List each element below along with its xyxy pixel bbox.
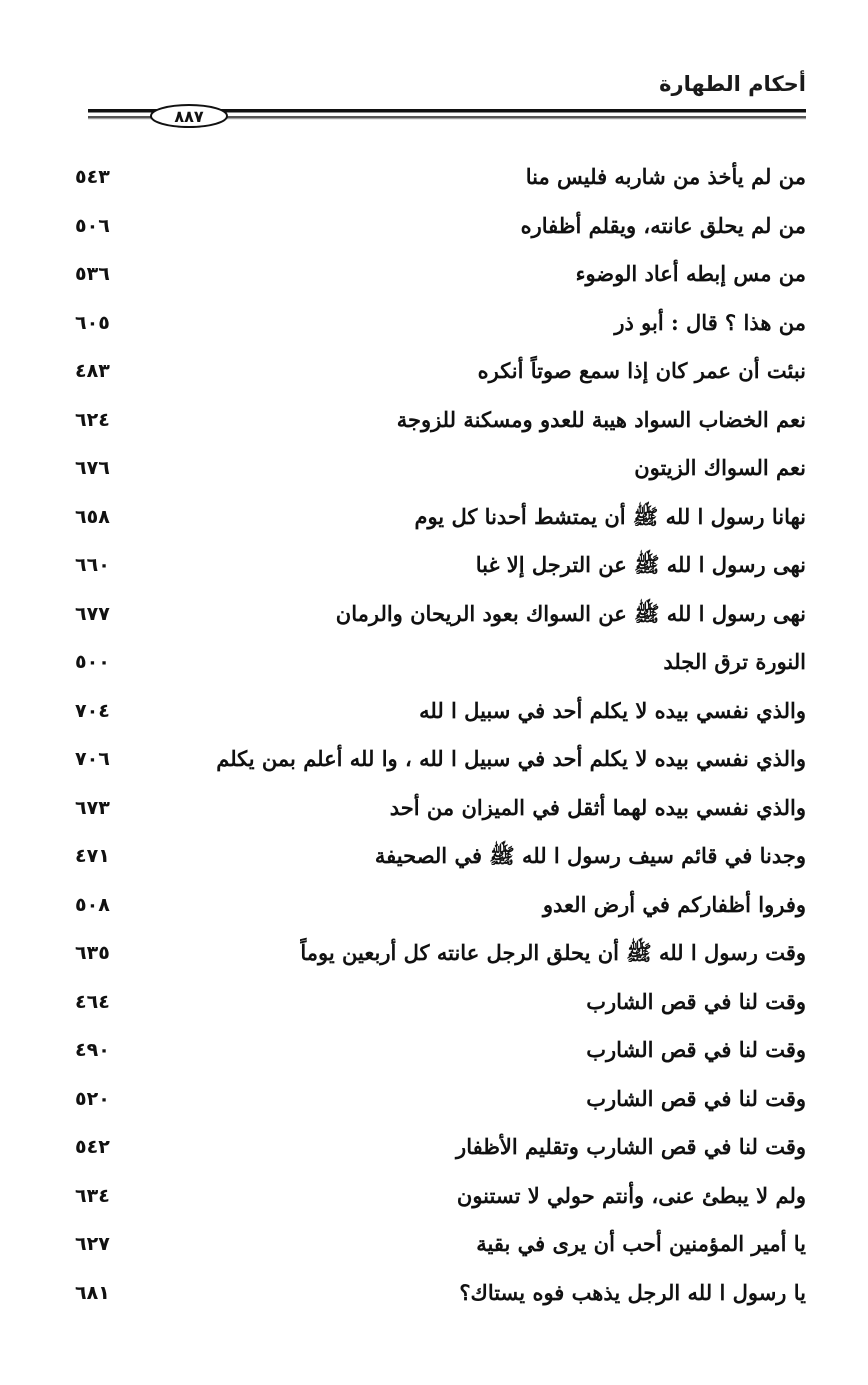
index-entry	[0, 930, 868, 979]
entry-page-number: ٧٠٤	[75, 699, 110, 722]
index-entry	[0, 1124, 868, 1173]
index-entry	[0, 300, 868, 349]
entry-page-number: ٤٦٤	[75, 990, 110, 1013]
entry-text: نبئت أن عمر كان إذا سمع صوتاً أنكره	[477, 358, 806, 383]
entry-page-number: ٦٨١	[75, 1281, 110, 1304]
entry-page-number: ٥٢٠	[75, 1087, 110, 1110]
entry-page-number: ٤٨٣	[75, 360, 110, 382]
entry-text: يا رسول ا لله الرجل يذهب فوه يستاك؟	[459, 1279, 806, 1305]
entry-text: والذي نفسي بيده لا يكلم أحد في سبيل ا لله	[419, 697, 806, 723]
entry-text: نهى رسول ا لله ﷺ عن الترجل إلا غبا	[475, 552, 806, 577]
index-entry	[0, 882, 868, 931]
entry-page-number: ٦٥٨	[75, 505, 110, 528]
index-entry	[0, 542, 868, 591]
entry-text: وقت لنا في قص الشارب	[586, 1085, 806, 1111]
running-header-title: أحكام الطهارة	[659, 72, 806, 96]
index-entry	[0, 494, 868, 543]
index-entry	[0, 1076, 868, 1125]
index-entry	[0, 979, 868, 1028]
entry-text: وفروا أظفاركم في أرض العدو	[542, 891, 806, 917]
entry-page-number: ٦٦٠	[75, 554, 110, 576]
index-entry	[0, 785, 868, 834]
entry-page-number: ٦٧٦	[75, 457, 110, 479]
index-entry	[0, 1270, 868, 1319]
page-number: ٨٨٧	[174, 107, 204, 126]
entry-page-number: ٦٣٥	[75, 942, 110, 964]
entry-page-number: ٥٤٢	[75, 1136, 110, 1158]
entry-page-number: ٦٢٧	[75, 1233, 110, 1255]
index-entry	[0, 154, 868, 203]
entry-text: والذي نفسي بيده لهما أثقل في الميزان من أحد	[389, 794, 806, 820]
entry-page-number: ٦٢٤	[75, 408, 110, 431]
entry-text: يا أمير المؤمنين أحب أن يرى في بقية	[476, 1231, 806, 1256]
entry-page-number: ٤٩٠	[75, 1039, 110, 1061]
entry-page-number: ٦٠٥	[75, 311, 110, 334]
entry-page-number: ٥٠٦	[75, 214, 110, 237]
entry-page-number: ٥٠٠	[75, 651, 110, 673]
entry-text: وجدنا في قائم سيف رسول ا لله ﷺ في الصحيفة	[374, 843, 806, 868]
index-entry	[0, 639, 868, 688]
index-entry	[0, 1221, 868, 1270]
index-entry	[0, 397, 868, 446]
entry-page-number: ٦٧٣	[75, 796, 110, 819]
index-entry	[0, 591, 868, 640]
index-entry	[0, 736, 868, 785]
entry-text: وقت رسول ا لله ﷺ أن يحلق الرجل عانته كل أربعين يوماً	[300, 940, 806, 965]
entry-text: وقت لنا في قص الشارب	[586, 988, 806, 1014]
index-entry	[0, 1027, 868, 1076]
entry-text: نعم الخضاب السواد هيبة للعدو ومسكنة للزوجة	[396, 406, 806, 432]
index-entry	[0, 348, 868, 397]
index-entry	[0, 251, 868, 300]
entry-page-number: ٦٧٧	[75, 602, 110, 625]
entry-page-number: ٧٠٦	[75, 748, 110, 770]
entry-page-number: ٥٠٨	[75, 893, 110, 916]
index-entry	[0, 688, 868, 737]
entry-page-number: ٦٣٤	[75, 1184, 110, 1207]
entry-text: من هذا ؟ قال : أبو ذر	[614, 309, 806, 335]
entry-page-number: ٤٧١	[75, 845, 110, 867]
entry-text: نهانا رسول ا لله ﷺ أن يمتشط أحدنا كل يوم	[414, 503, 806, 529]
entry-text: النورة ترق الجلد	[663, 649, 806, 674]
entry-text: وقت لنا في قص الشارب	[586, 1037, 806, 1062]
index-entry	[0, 445, 868, 494]
entry-text: والذي نفسي بيده لا يكلم أحد في سبيل ا لله ، وا لله أعلم بمن يكلم	[216, 746, 806, 771]
entry-text: ولم لا يبطئ عنى، وأنتم حولي لا تستنون	[456, 1182, 806, 1208]
entry-text: وقت لنا في قص الشارب وتقليم الأظفار	[456, 1134, 806, 1159]
entry-page-number: ٥٤٣	[75, 166, 110, 188]
entry-text: من لم يحلق عانته، ويقلم أظفاره	[520, 212, 806, 238]
entry-text: من مس إبطه أعاد الوضوء	[575, 261, 806, 286]
entry-text: نعم السواك الزيتون	[634, 455, 806, 480]
index-entry-list	[0, 154, 868, 1318]
index-entry	[0, 833, 868, 882]
index-entry	[0, 1173, 868, 1222]
entry-text: من لم يأخذ من شاربه فليس منا	[525, 164, 806, 189]
index-entry	[0, 203, 868, 252]
entry-text: نهى رسول ا لله ﷺ عن السواك بعود الريحان والرمان	[335, 600, 806, 626]
entry-page-number: ٥٣٦	[75, 263, 110, 285]
